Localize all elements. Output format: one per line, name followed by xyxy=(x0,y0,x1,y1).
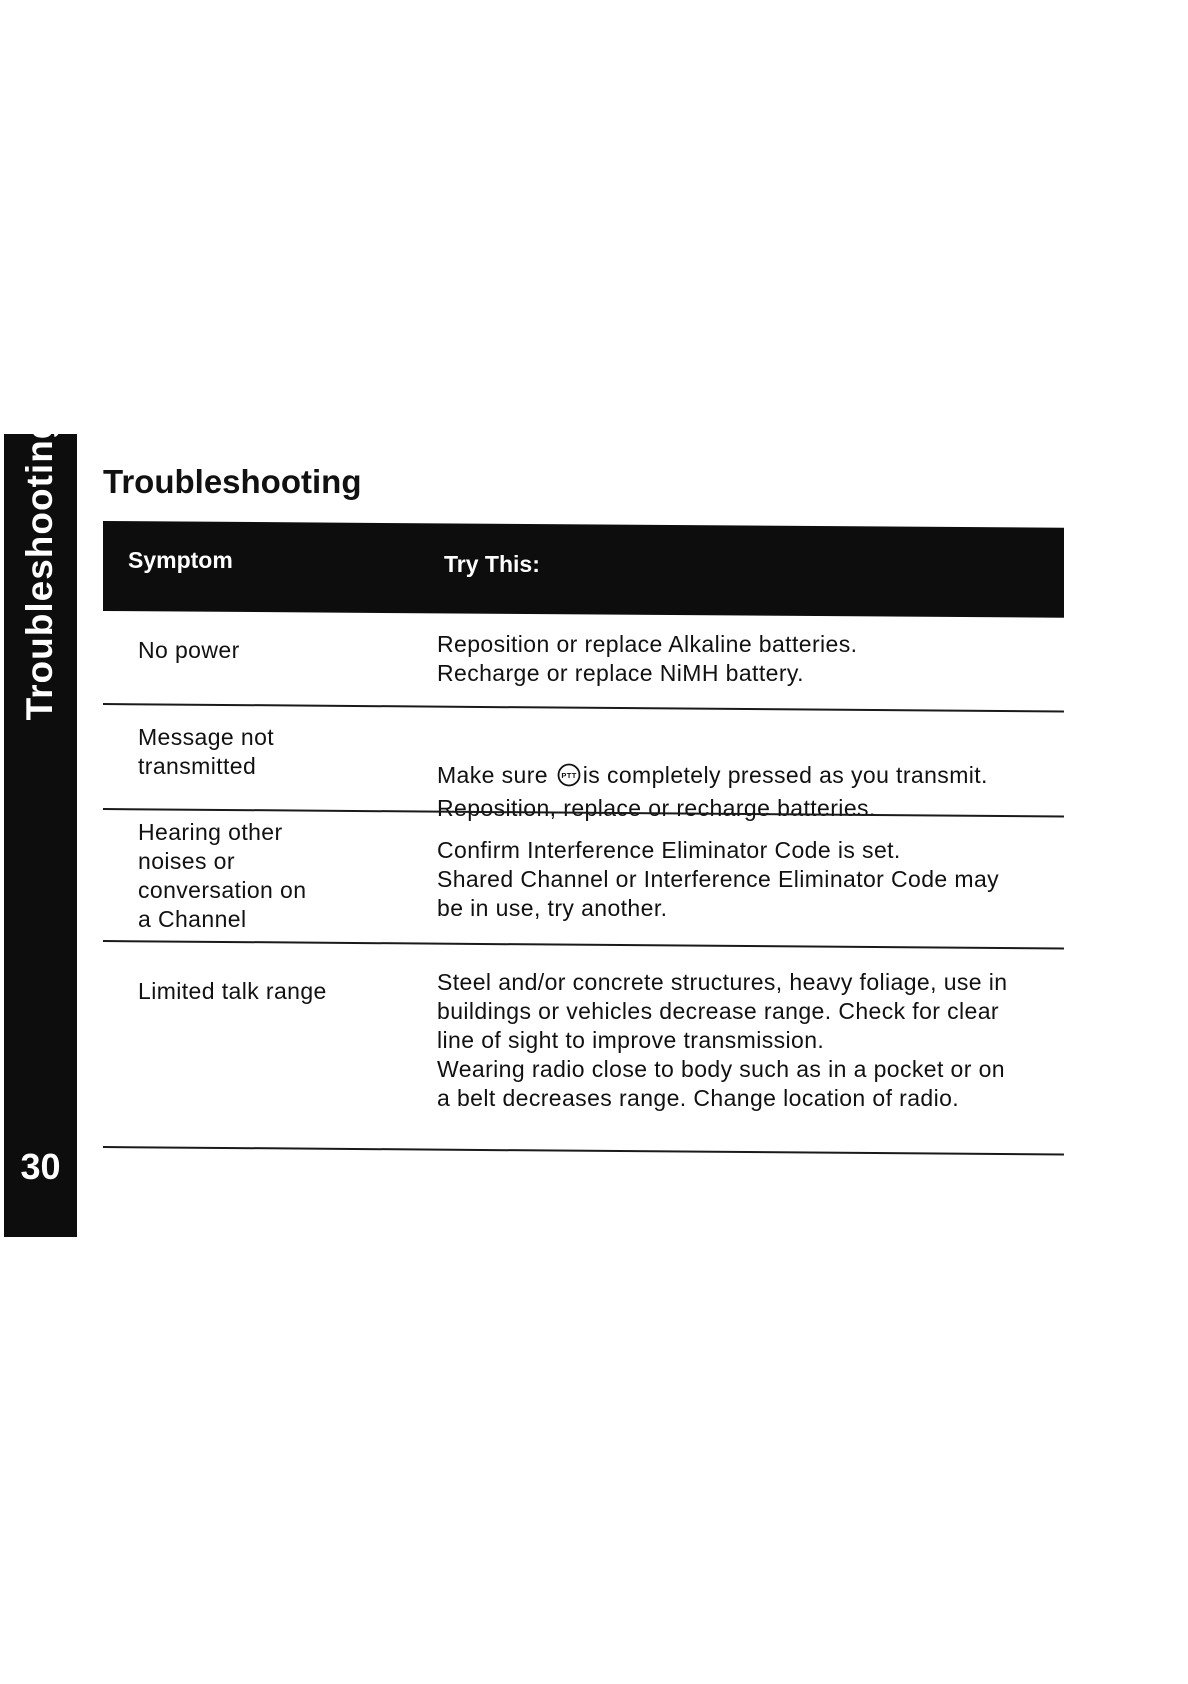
side-tab-title-text: Troubleshooting xyxy=(19,415,60,721)
row-2-remedy xyxy=(437,732,1077,823)
row-divider xyxy=(103,703,1064,713)
row-3-remedy: Confirm Interference Eliminator Code is set. Shared Channel or Interference Eliminator Code may be in use, try another. xyxy=(437,837,1000,921)
column-header-try-this: Try This: xyxy=(444,551,540,577)
table-bottom-rule xyxy=(103,1146,1064,1156)
row-3-symptom: Hearing other noises or conversation on a Channel xyxy=(138,819,307,932)
row-2-remedy-line-2: Reposition, replace or recharge batteries. xyxy=(437,795,876,821)
row-2-remedy-after-icon: is completely pressed as you transmit. xyxy=(582,762,988,788)
row-1-symptom: No power xyxy=(138,637,240,663)
row-4-symptom: Limited talk range xyxy=(138,978,327,1004)
row-2-remedy-before-icon: Make sure xyxy=(437,762,555,788)
column-header-symptom: Symptom xyxy=(128,547,233,573)
ptt-button-icon xyxy=(557,763,581,794)
row-1-remedy: Reposition or replace Alkaline batteries. Recharge or replace NiMH battery. xyxy=(437,631,858,686)
row-2-symptom: Message not transmitted xyxy=(138,724,275,779)
row-4-remedy: Steel and/or concrete structures, heavy foliage, use in buildings or vehicles decrease range. Check for clear line of sight to improve transmission. Wearing radio close to body such as in a pocket or on a belt decreases range. Change location of radio. xyxy=(437,969,1008,1111)
page-number: 30 xyxy=(20,1146,61,1187)
table-header xyxy=(103,521,1064,618)
ptt-icon-label: PTT xyxy=(561,770,577,780)
row-divider xyxy=(103,940,1064,950)
page-title: Troubleshooting xyxy=(103,463,362,500)
